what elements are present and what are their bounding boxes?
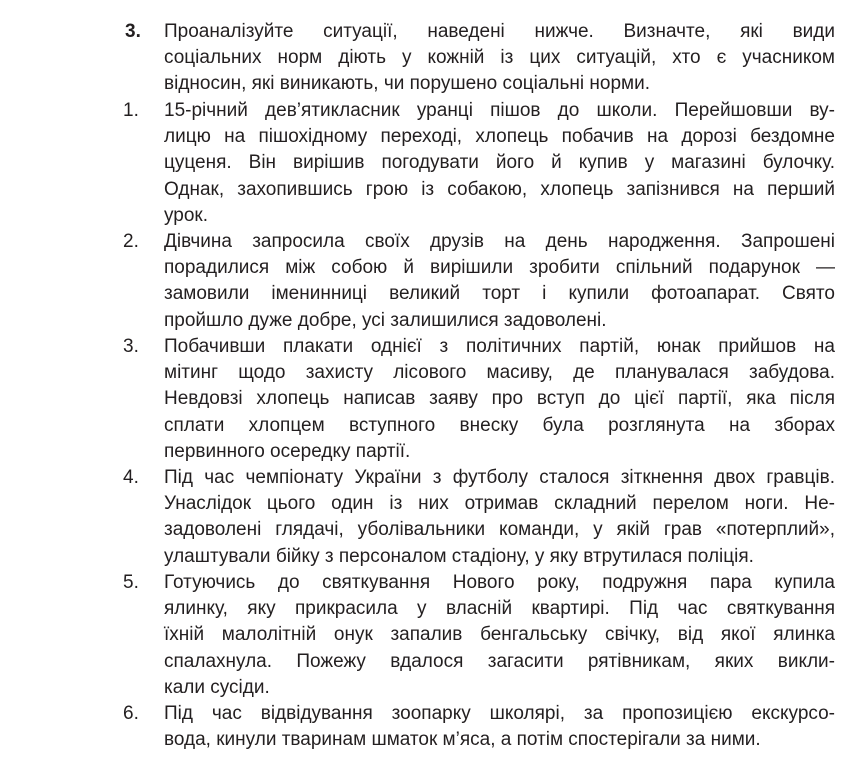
text-line: вода, кинули тваринам шматок м’яса, а потім спостерігали за ними. (164, 729, 761, 751)
task-block (123, 19, 835, 98)
text-line: пройшло дуже добре, усі залишилися задоволені. (164, 309, 607, 331)
situation-5 (123, 570, 835, 701)
text-line: Під час чемпіонату України з футболу сталося зіткнення двох гравців. (164, 467, 835, 488)
text-line: Однак, захопившись грою із собакою, хлопець запізнився на перший (164, 178, 835, 200)
text-line: спалахнула. Пожежу вдалося загасити рятівникам, яких викли- (164, 650, 835, 672)
text-line: первинного осередку партії. (164, 440, 411, 462)
text-line: соціальних норм діють у кожній із цих ситуацій, хто є учасником (164, 47, 835, 69)
text-line: замовили іменинниці великий торт і купили фотоапарат. Свято (164, 283, 835, 305)
text-line: Невдовзі хлопець написав заяву про вступ до цієї партії, яка після (164, 388, 835, 410)
situation-1 (123, 98, 835, 229)
text-line: цуценя. Він вирішив погодувати його й купив у магазині булочку. (164, 152, 835, 174)
situation-number: 6. (123, 703, 139, 724)
text-line: улаштували бійку з персоналом стадіону, у яку втрутилася поліція. (164, 545, 754, 567)
text-line: Під час відвідування зоопарку школярі, за пропозицією екскурсо- (164, 703, 835, 724)
text-line: порадилися між собою й вирішили зробити спільний подарунок — (164, 257, 835, 279)
text-line: урок. (164, 204, 209, 226)
text-line: задоволені глядачі, уболівальники команди, у якій грав «потерплий», (164, 519, 835, 541)
situation-text (164, 98, 835, 229)
situation-6 (123, 701, 835, 753)
text-line: Побачивши плакати однієї з політичних партій, юнак прийшов на (164, 336, 835, 357)
situation-number: 4. (123, 467, 139, 488)
situation-text (164, 570, 835, 701)
text-line: Проаналізуйте ситуації, наведені нижче. Визначте, які види (164, 21, 835, 42)
situation-3 (123, 334, 835, 465)
text-line: мітинг щодо захисту лісового масиву, де планувалася забудова. (164, 362, 835, 384)
situation-text (164, 229, 835, 334)
text-line: їхній малолітній онук запалив бенгальську свічку, від якої ялинка (164, 624, 835, 646)
text-line: Дівчина запросила своїх друзів на день народження. Запрошені (164, 231, 835, 252)
text-line: Унаслідок цього один із них отримав складний перелом ноги. Не- (164, 493, 835, 515)
text-line: лицю на пішохідному переході, хлопець побачив на дорозі бездомне (164, 126, 835, 148)
text-line: кали сусіди. (164, 676, 270, 698)
task-text (164, 19, 835, 98)
situation-number: 3. (123, 336, 139, 357)
situation-text (164, 465, 835, 570)
text-line: сплати хлопцем вступного внеску була розглянута на зборах (164, 414, 835, 436)
situation-number: 5. (123, 572, 139, 593)
text-line: Готуючись до святкування Нового року, подружня пара купила (164, 572, 835, 593)
situation-text (164, 701, 835, 753)
situation-number: 2. (123, 231, 139, 252)
situation-number: 1. (123, 100, 139, 121)
situation-4 (123, 465, 835, 570)
situation-2 (123, 229, 835, 334)
situation-text (164, 334, 835, 465)
text-line: відносин, які виникають, чи порушено соціальні норми. (164, 73, 650, 95)
text-line: ялинку, яку прикрасила у власній квартирі. Під час святкування (164, 598, 835, 620)
text-line: 15-річний дев’ятикласник уранці пішов до школи. Перейшовши ву- (164, 100, 835, 121)
task-number: 3. (125, 21, 141, 42)
